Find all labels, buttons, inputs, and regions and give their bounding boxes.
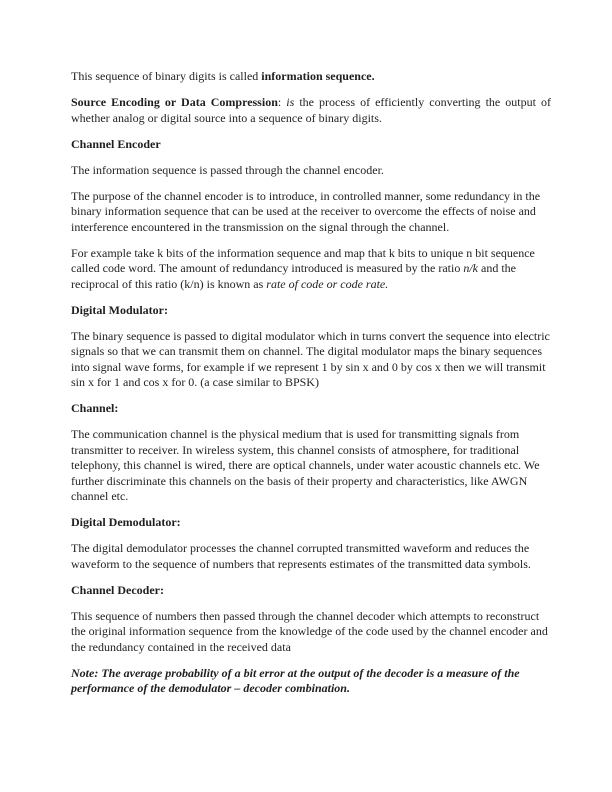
section-heading (71, 583, 551, 599)
text-run: is (286, 95, 295, 109)
body-paragraph (71, 189, 551, 236)
section-heading (71, 401, 551, 417)
text-run: Digital Demodulator: (71, 515, 181, 529)
body-paragraph (71, 69, 551, 85)
text-run: For example take k bits of the information sequence and map that k bits to unique n bit sequence called code word. The amount of redundancy introduced is measured by the ratio (71, 245, 535, 275)
text-run: The purpose of the channel encoder is to introduce, in controlled manner, some redundancy in the binary information sequence that can be used at the receiver to overcome the effects of noise and interference encountered in the transmission on the signal through the channel. (71, 188, 541, 234)
body-paragraph (71, 609, 551, 656)
text-run: The binary sequence is passed to digital modulator which in turns convert the sequence into electric signals so that we can transmit them on channel. The digital modulator maps the binary sequences into signal wave forms, for example if we represent 1 by sin x and 0 by cos x then we will transmit sin x for 1 and cos x for 0. (a case similar to BPSK) (71, 328, 550, 389)
note-paragraph (71, 666, 551, 697)
text-run: The communication channel is the physical medium that is used for transmitting signals from transmitter to receiver. In wireless system, this channel consists of atmosphere, for traditional telephony, this channel is wired, there are optical channels, under water acoustic channels etc. We further discriminate this channels on the basis of their property and characteristics, like AWGN channel etc. (71, 427, 540, 503)
text-run: The digital demodulator processes the channel corrupted transmitted waveform and reduces the waveform to the sequence of numbers that represents estimates of the transmitted data symbols. (71, 541, 531, 571)
text-run: rate of code or code rate. (266, 276, 389, 291)
text-run: Channel Encoder (71, 136, 161, 151)
text-run: : (277, 95, 287, 109)
section-heading (71, 137, 551, 153)
text-run: the process of efficiently converting the output of whether analog or digital source into a sequence of binary digits. (71, 95, 552, 125)
text-run: This sequence of binary digits is called (71, 69, 262, 83)
text-run: The information sequence is passed through the channel encoder. (71, 162, 384, 177)
section-heading (71, 303, 551, 319)
text-run: Source Encoding or Data Compression (71, 95, 278, 109)
text-run: Note: The average probability of a bit error at the output of the decoder is a measure of the performance of the demodulator – decoder combination. (71, 665, 520, 695)
text-run: Digital Modulator: (71, 302, 168, 317)
body-paragraph (71, 246, 551, 293)
body-paragraph (71, 163, 551, 179)
text-run: This sequence of numbers then passed through the channel decoder which attempts to reconstruct the original information sequence from the knowledge of the code used by the channel encoder and the redundancy contained in the received data (71, 608, 548, 654)
text-run: n/k (463, 261, 478, 275)
text-run: Channel: (71, 401, 119, 415)
body-paragraph (71, 95, 551, 126)
text-run: Channel Decoder: (71, 582, 164, 597)
body-paragraph (71, 329, 551, 391)
body-paragraph (71, 427, 551, 505)
section-heading (71, 515, 551, 531)
text-run: and the reciprocal of this ratio (k/n) is known as (71, 261, 516, 291)
text-run: information sequence. (261, 69, 375, 83)
body-paragraph (71, 541, 551, 572)
